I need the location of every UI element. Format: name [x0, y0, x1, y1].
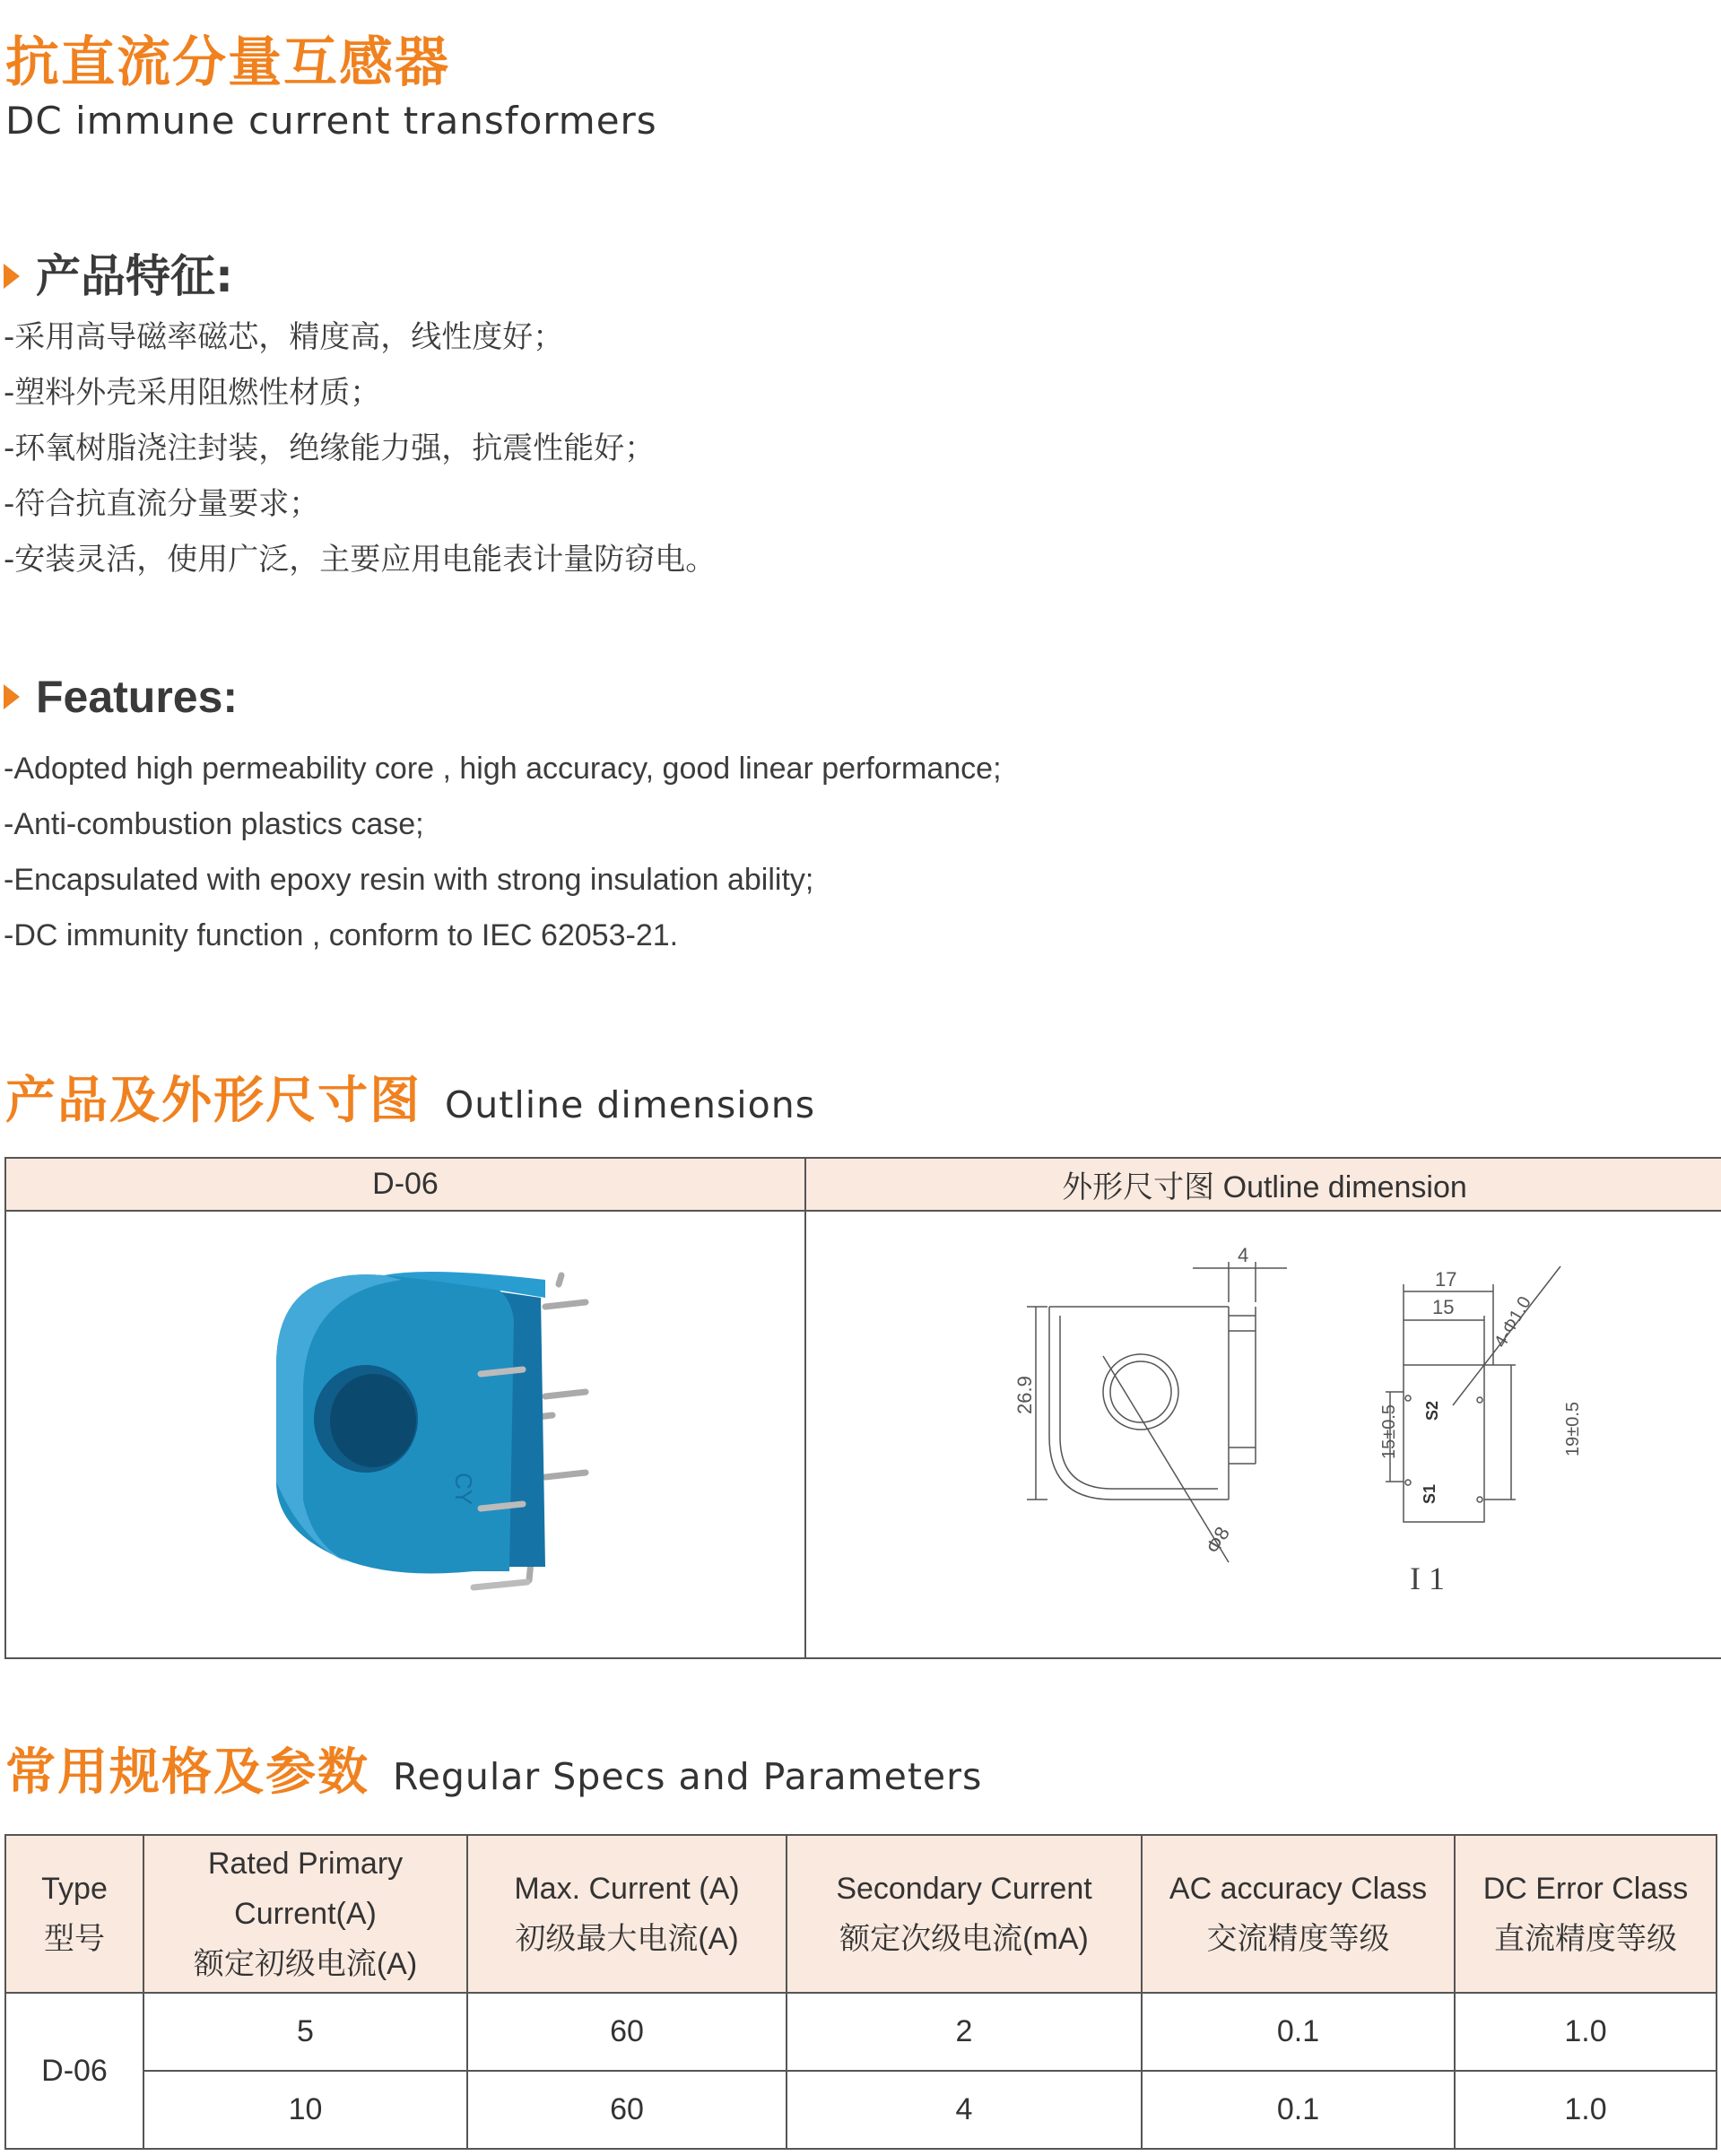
- list-item: -Adopted high permeability core , high accuracy, good linear performance;: [4, 752, 1002, 786]
- dim-pin: 4-Φ1.0: [1491, 1293, 1535, 1352]
- table-cell: 4: [787, 2071, 1142, 2149]
- dim-19-05: 19±0.5: [1563, 1401, 1583, 1456]
- outline-col-model: D-06: [5, 1158, 805, 1211]
- features-cn-list: [4, 309, 716, 587]
- table-cell: 60: [467, 2071, 787, 2149]
- col-type: Type 型号: [5, 1835, 143, 1993]
- specs-heading: [5, 1733, 982, 1804]
- pin-s1-label: S1: [1421, 1483, 1439, 1504]
- dim-17: 17: [1435, 1268, 1457, 1291]
- dim-15: 15: [1432, 1296, 1455, 1318]
- bullet-triangle-icon: [4, 684, 20, 709]
- outline-heading-cn: 产品及外形尺寸图: [5, 1072, 422, 1130]
- col-secondary-current: Secondary Current 额定次级电流(mA): [787, 1835, 1142, 1993]
- list-item: -采用高导磁率磁芯，精度高，线性度好；: [4, 319, 564, 355]
- outline-heading-en: Outline dimensions: [445, 1083, 816, 1126]
- table-row: [5, 1993, 1717, 2071]
- outline-col-dimension: 外形尺寸图 Outline dimension: [805, 1158, 1721, 1211]
- list-item: -符合抗直流分量要求；: [4, 486, 320, 522]
- list-item: -DC immunity function , conform to IEC 62053-21.: [4, 918, 679, 952]
- table-cell: 2: [787, 1993, 1142, 2071]
- specs-table: [4, 1834, 1717, 2150]
- dim-4: 4: [1238, 1244, 1249, 1266]
- specs-heading-cn: 常用规格及参数: [5, 1743, 369, 1802]
- list-item: -环氧树脂浇注封装，绝缘能力强，抗震性能好；: [4, 430, 656, 466]
- table-cell: 60: [467, 1993, 787, 2071]
- col-dc-error: DC Error Class 直流精度等级: [1455, 1835, 1717, 1993]
- table-cell: 5: [143, 1993, 467, 2071]
- type-cell: D-06: [5, 1993, 143, 2149]
- specs-heading-en: Regular Specs and Parameters: [393, 1755, 983, 1798]
- bullet-triangle-icon: [4, 264, 20, 289]
- transformer-photo-illustration: [7, 1213, 804, 1652]
- page-title-cn: 抗直流分量互感器: [5, 31, 450, 94]
- features-en-heading: Features:: [4, 671, 238, 723]
- dim-26-9: 26.9: [1013, 1376, 1036, 1414]
- dimension-drawing-cell: [805, 1211, 1721, 1658]
- table-cell: 0.1: [1142, 2071, 1455, 2149]
- features-cn-heading: 产品特征:: [4, 240, 233, 305]
- col-rated-primary: Rated Primary Current(A) 额定初级电流(A): [143, 1835, 467, 1993]
- table-cell: 10: [143, 2071, 467, 2149]
- outline-table: [4, 1157, 1721, 1659]
- pin-s2-label: S2: [1423, 1400, 1441, 1421]
- front-view: [1027, 1262, 1287, 1562]
- primary-mark: I 1: [1410, 1560, 1445, 1596]
- dim-15-05: 15±0.5: [1379, 1404, 1399, 1459]
- features-en-list: [4, 741, 1002, 963]
- table-cell: 1.0: [1455, 2071, 1717, 2149]
- table-cell: 0.1: [1142, 1993, 1455, 2071]
- page-title-en: DC immune current transformers: [5, 99, 657, 143]
- list-item: -Encapsulated with epoxy resin with strong insulation ability;: [4, 863, 814, 897]
- list-item: -安装灵活，使用广泛，主要应用电能表计量防窃电。: [4, 542, 717, 578]
- list-item: -塑料外壳采用阻燃性材质；: [4, 375, 381, 411]
- product-mark: CY: [450, 1473, 477, 1506]
- product-photo-cell: [5, 1211, 805, 1658]
- col-ac-accuracy: AC accuracy Class 交流精度等级: [1142, 1835, 1455, 1993]
- table-row: [5, 2071, 1717, 2149]
- col-max-current: Max. Current (A) 初级最大电流(A): [467, 1835, 787, 1993]
- dimension-drawing: [807, 1213, 1721, 1652]
- list-item: -Anti-combustion plastics case;: [4, 807, 424, 841]
- outline-heading: [5, 1061, 815, 1133]
- dim-phi8: Φ8: [1201, 1523, 1235, 1558]
- table-cell: 1.0: [1455, 1993, 1717, 2071]
